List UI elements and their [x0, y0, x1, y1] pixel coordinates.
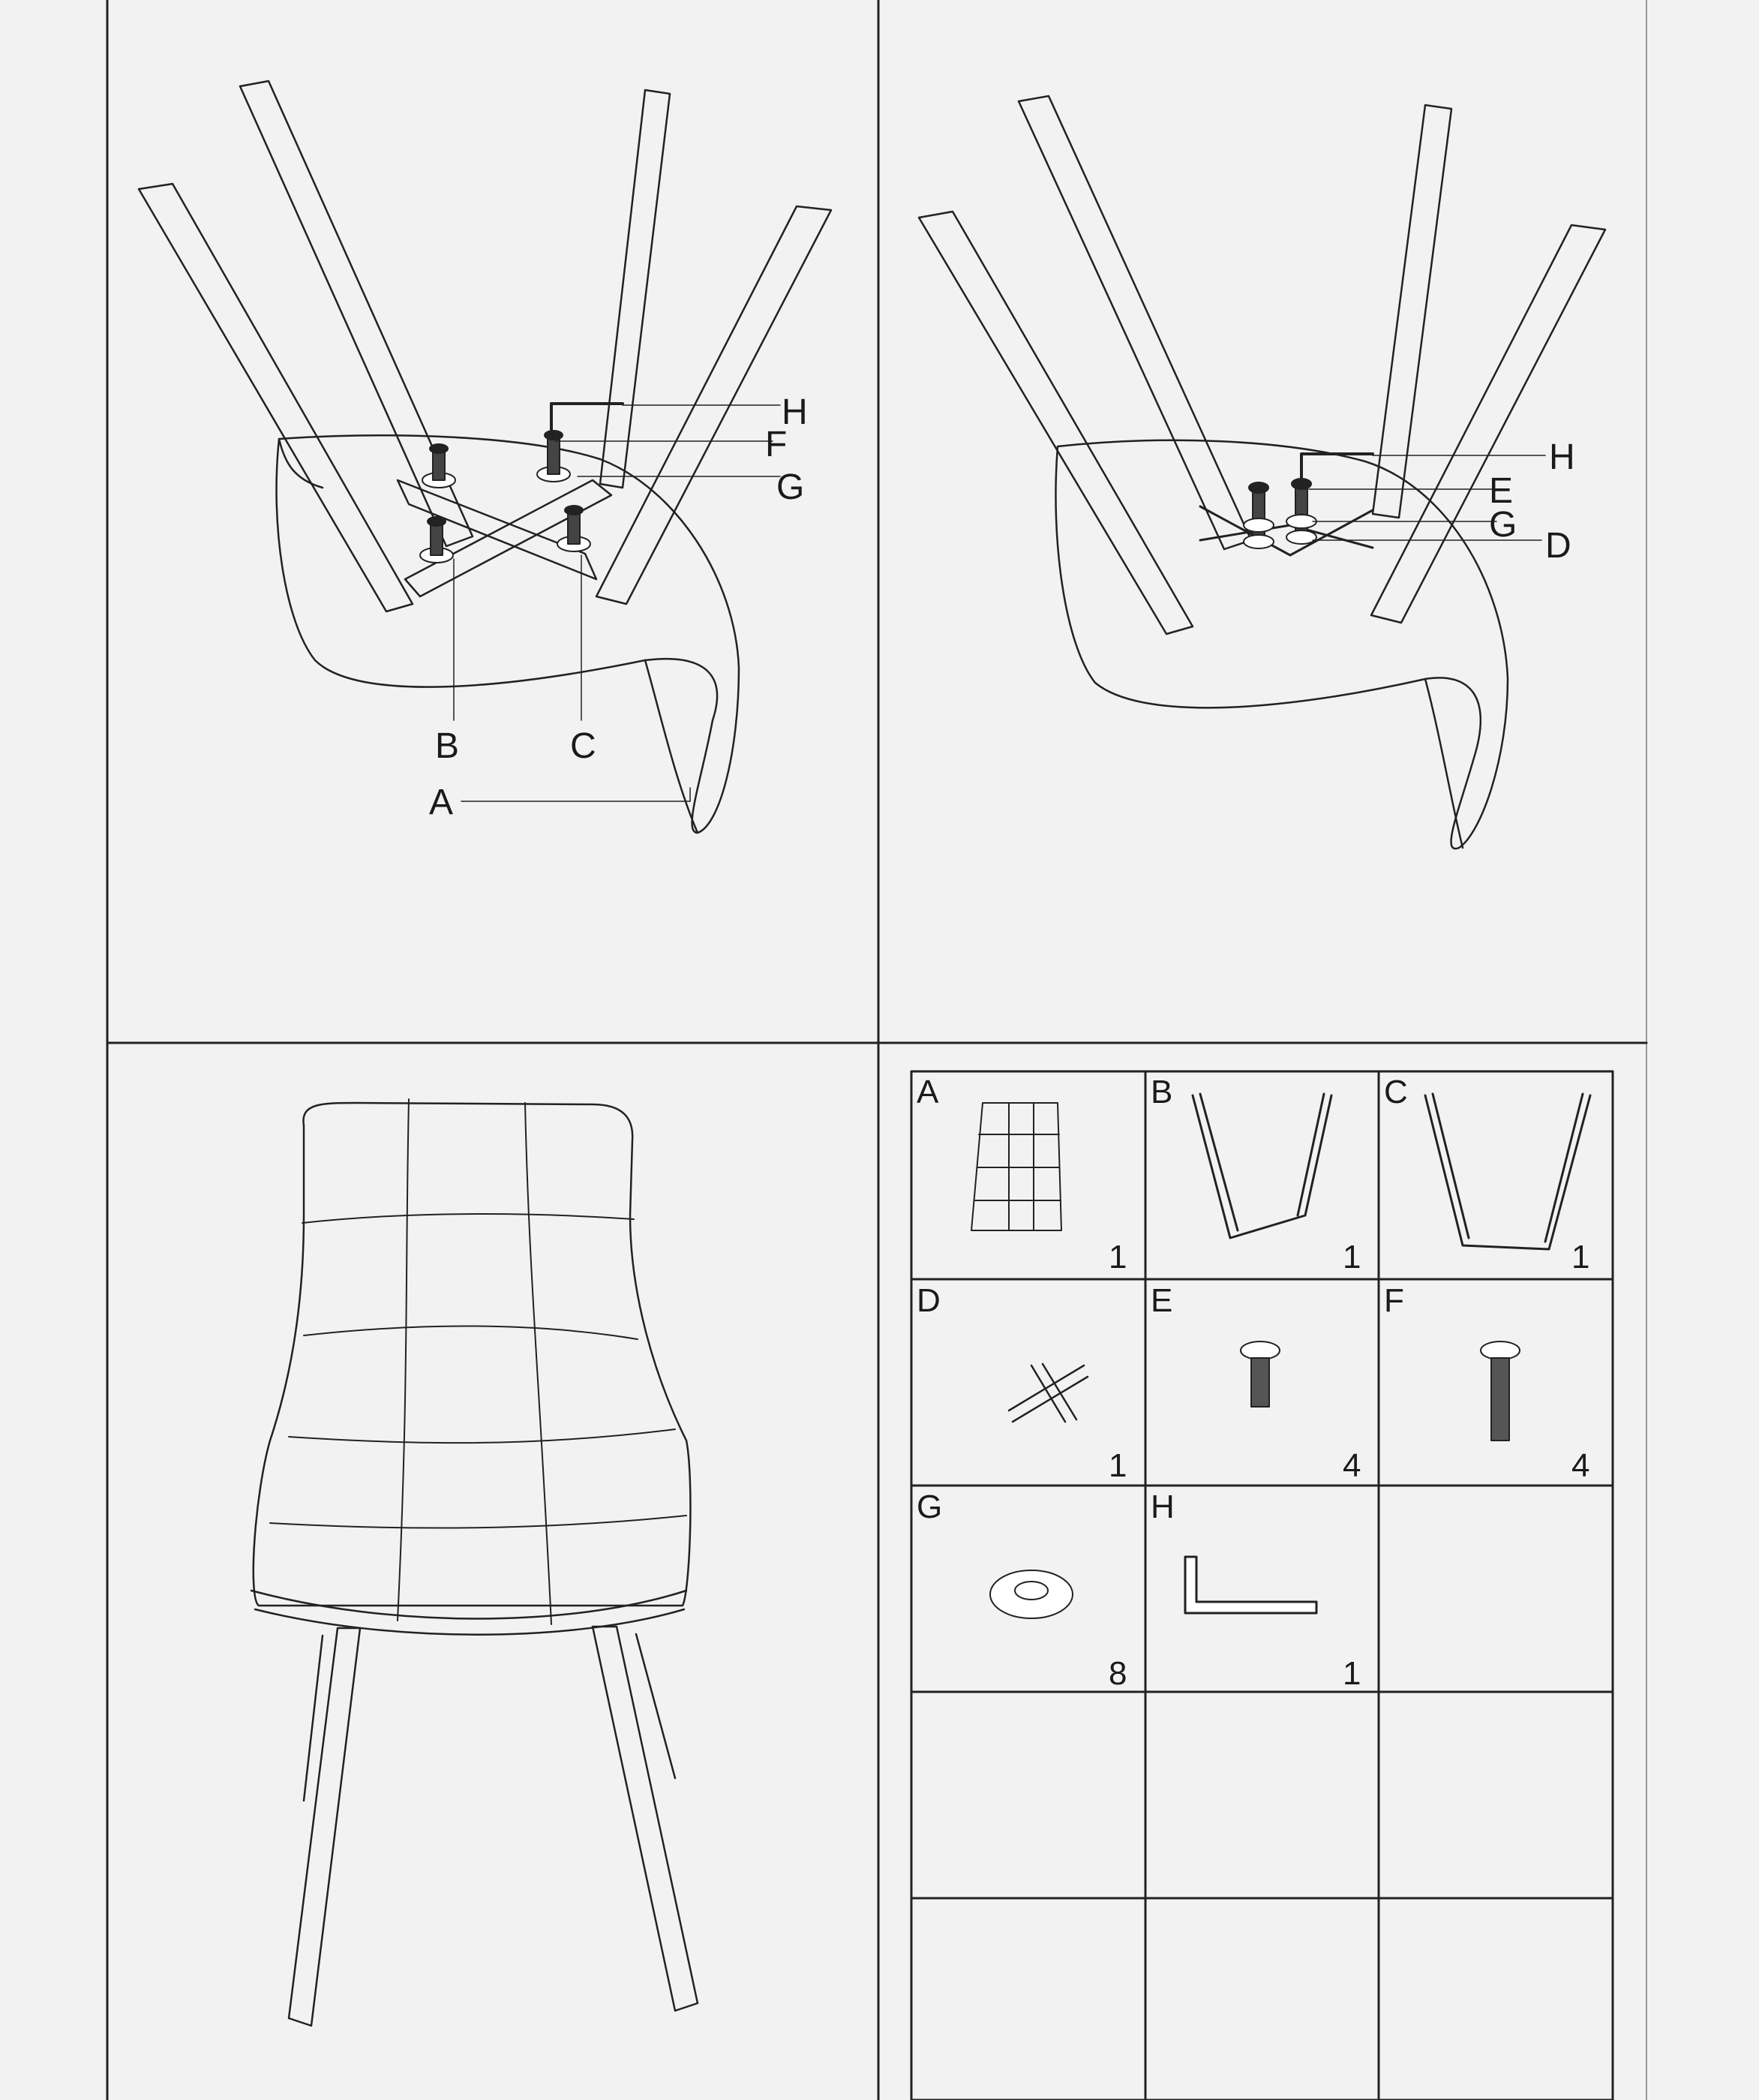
part-qty-e: 4 — [1343, 1447, 1361, 1484]
short-bolt-icon — [1241, 1341, 1280, 1407]
seat-shell — [277, 435, 739, 833]
part-letter-c: C — [1384, 1074, 1408, 1110]
seat-shell-icon — [971, 1103, 1061, 1230]
part-letter-g: G — [917, 1489, 943, 1525]
allen-key-icon — [1185, 1557, 1316, 1613]
part-qty-g: 8 — [1109, 1655, 1127, 1692]
part-letter-b: B — [1151, 1074, 1173, 1110]
part-qty-c: 1 — [1571, 1239, 1590, 1275]
step2-callouts — [1489, 437, 1575, 566]
callout-e-2: E — [1489, 471, 1514, 511]
callout-d-2: D — [1545, 526, 1571, 566]
step1-diagram — [139, 81, 831, 833]
part-qty-a: 1 — [1109, 1239, 1127, 1275]
part-qty-h: 1 — [1343, 1655, 1361, 1692]
chair-shell — [254, 1103, 691, 1606]
callout-b: B — [435, 726, 460, 766]
assembled-chair — [251, 1099, 698, 2026]
leg-c-back — [600, 90, 670, 488]
leg-frame-c-icon — [1425, 1094, 1590, 1249]
callout-h: H — [782, 392, 808, 432]
leg-frame-b-icon — [1193, 1094, 1331, 1238]
callout-g-2: G — [1489, 505, 1517, 545]
part-letter-e: E — [1151, 1282, 1173, 1319]
part-letter-a: A — [917, 1074, 939, 1110]
callout-g: G — [776, 467, 805, 507]
long-bolt-icon — [1481, 1341, 1520, 1441]
part-qty-d: 1 — [1109, 1447, 1127, 1484]
cross-connector-icon — [1009, 1364, 1088, 1422]
leg-b-left — [139, 184, 413, 611]
callout-f: F — [765, 425, 788, 464]
part-qty-b: 1 — [1343, 1239, 1361, 1275]
callout-c: C — [570, 726, 596, 766]
step1-callouts — [429, 392, 808, 822]
washer-icon — [990, 1570, 1073, 1618]
part-letter-f: F — [1384, 1282, 1404, 1319]
part-qty-f: 4 — [1571, 1447, 1590, 1484]
seat-shell-2 — [1055, 440, 1508, 849]
part-letter-h: H — [1151, 1489, 1175, 1525]
part-letter-d: D — [917, 1282, 941, 1319]
step2-bolts — [1244, 479, 1316, 548]
callout-a: A — [429, 783, 454, 822]
callout-h-2: H — [1549, 437, 1575, 477]
